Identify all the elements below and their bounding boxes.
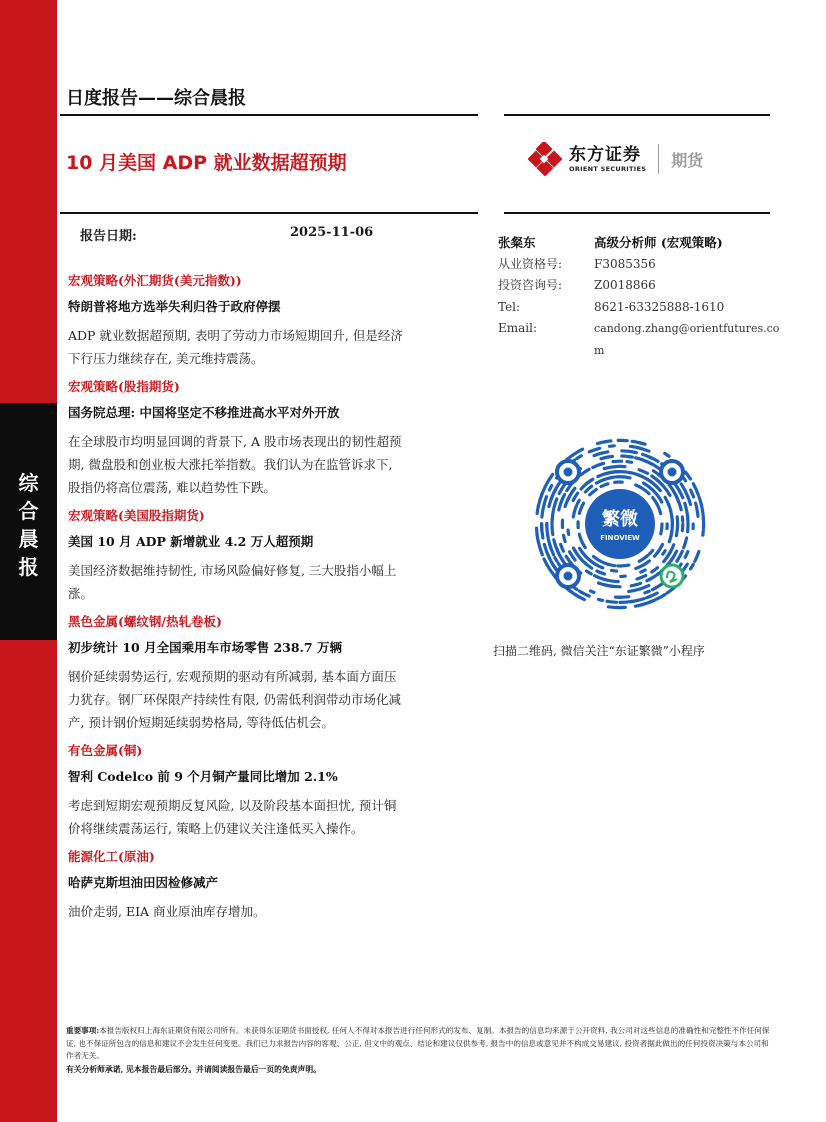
qr-brand-cn: 繁微	[602, 509, 638, 530]
section-heading: 宏观策略(外汇期货(美元指数))	[68, 273, 242, 288]
news-body	[68, 794, 472, 840]
side-tab-char: 晨	[18, 527, 39, 551]
body-line: 下行压力继续存在, 美元维持震荡。	[68, 351, 264, 366]
logo-divider	[658, 144, 659, 174]
page-title: 10 月美国 ADP 就业数据超预期	[66, 152, 347, 174]
consulting-value: Z0018866	[594, 278, 656, 292]
side-tab-char: 合	[18, 499, 39, 523]
news-title: 哈萨克斯坦油田因检修减产	[68, 875, 219, 890]
logo-subtitle: 期货	[671, 150, 704, 170]
analyst-name: 张粲东	[498, 235, 536, 250]
body-line: 在全球股市均明显回调的背景下, A 股市场表现出的韧性超预	[68, 434, 402, 449]
section-heading: 宏观策略(美国股指期货)	[68, 508, 205, 523]
email-wrap: m	[594, 343, 605, 357]
qualification-label: 从业资格号:	[498, 256, 563, 271]
news-title: 美国 10 月 ADP 新增就业 4.2 万人超预期	[68, 534, 314, 549]
disclaimer-note: 有关分析师承诺, 见本报告最后部分。并请阅读报告最后一页的免责声明。	[66, 1065, 321, 1074]
section-rule	[504, 212, 770, 214]
section-heading: 宏观策略(股指期货)	[68, 379, 180, 394]
analyst-role: 高级分析师 (宏观策略)	[594, 235, 723, 250]
news-title: 智利 Codelco 前 9 个月铜产量同比增加 2.1%	[68, 769, 338, 784]
section-heading: 能源化工(原油)	[68, 849, 155, 864]
news-title: 初步统计 10 月全国乘用车市场零售 238.7 万辆	[68, 640, 342, 655]
news-body	[68, 665, 472, 734]
body-line: 考虑到短期宏观预期反复风险, 以及阶段基本面担忧, 预计铜	[68, 798, 397, 813]
logo-mark-icon	[528, 142, 562, 176]
header-rule	[60, 114, 478, 116]
news-content	[68, 272, 472, 931]
company-logo	[528, 142, 703, 176]
body-line: 钢价延续弱势运行, 宏观预期的驱动有所减弱, 基本面方面压	[68, 669, 397, 684]
news-title: 特朗普将地方选举失利归咎于政府停摆	[68, 299, 281, 314]
body-line: 价将继续震荡运行, 策略上仍建议关注逢低买入操作。	[68, 821, 364, 836]
side-tab-char: 综	[18, 471, 39, 495]
body-line: 涨。	[68, 586, 94, 601]
body-line: 股指仍将高位震荡, 难以趋势性下跌。	[68, 480, 276, 495]
body-line: 油价走弱, EIA 商业原油库存增加。	[68, 904, 266, 919]
report-date-value: 2025-11-06	[290, 225, 374, 240]
email-link[interactable]: candong.zhang@orientfutures.co	[594, 322, 780, 335]
qualification-value: F3085356	[594, 256, 656, 271]
disclaimer	[66, 1025, 772, 1063]
header-rule	[504, 114, 770, 116]
side-tab	[0, 403, 57, 640]
qr-brand-en: FINOVIEW	[600, 534, 640, 542]
news-body	[68, 430, 472, 499]
email-label: Email:	[498, 321, 538, 335]
body-line: 产, 预计钢价短期延续弱势格局, 等待低估机会。	[68, 715, 334, 730]
disclaimer-label: 重要事项:	[66, 1026, 100, 1035]
logo-name-en: ORIENT SECURITIES	[569, 165, 647, 173]
disclaimer-text: 本报告版权归上海东证期货有限公司所有。未获得东证期货书面授权, 任何人不得对本报告进行任何形式的发布、复制。本报告的信息均来源于公开资料, 我公司对这些信息的准确性和完整性不作任何保证, 也不保证所包含的信息和建议不会发生任何变更。我们已力求报告内容的客观、公正, 但文中的观点、结论和建议仅供参考, 报告中的信息或意见并不构成交易建议, 投资者据此做出的任何投资决策与本公司和作者无关。	[66, 1026, 770, 1060]
logo-name: 东方证券	[569, 145, 641, 165]
section-heading: 黑色金属(螺纹钢/热轧卷板)	[68, 614, 222, 629]
qr-caption: 扫描二维码, 微信关注“东证繁微”小程序	[493, 644, 705, 658]
news-body	[68, 900, 472, 923]
news-title: 国务院总理: 中国将坚定不移推进高水平对外开放	[68, 405, 340, 420]
body-line: 美国经济数据维持韧性, 市场风险偏好修复, 三大股指小幅上	[68, 563, 397, 578]
body-line: 力犹存。钢厂环保限产持续性有限, 仍需低利润带动市场化减	[68, 692, 401, 707]
tel-label: Tel:	[498, 299, 521, 314]
side-tab-char: 报	[18, 555, 39, 579]
body-line: 期, 微盘股和创业板大涨托举指数。我们认为在监管诉求下,	[68, 457, 393, 472]
section-rule	[60, 212, 478, 214]
consulting-label: 投资咨询号:	[498, 278, 563, 292]
news-body	[68, 324, 472, 370]
doc-type: 日度报告——综合晨报	[66, 88, 246, 109]
news-body	[68, 559, 472, 605]
analyst-info	[498, 232, 780, 361]
tel-value: 8621-63325888-1610	[594, 299, 725, 314]
report-date-label: 报告日期:	[80, 229, 137, 244]
body-line: ADP 就业数据超预期, 表明了劳动力市场短期回升, 但是经济	[68, 328, 403, 343]
section-heading: 有色金属(铜)	[68, 743, 143, 758]
qr-code[interactable]	[530, 434, 710, 614]
